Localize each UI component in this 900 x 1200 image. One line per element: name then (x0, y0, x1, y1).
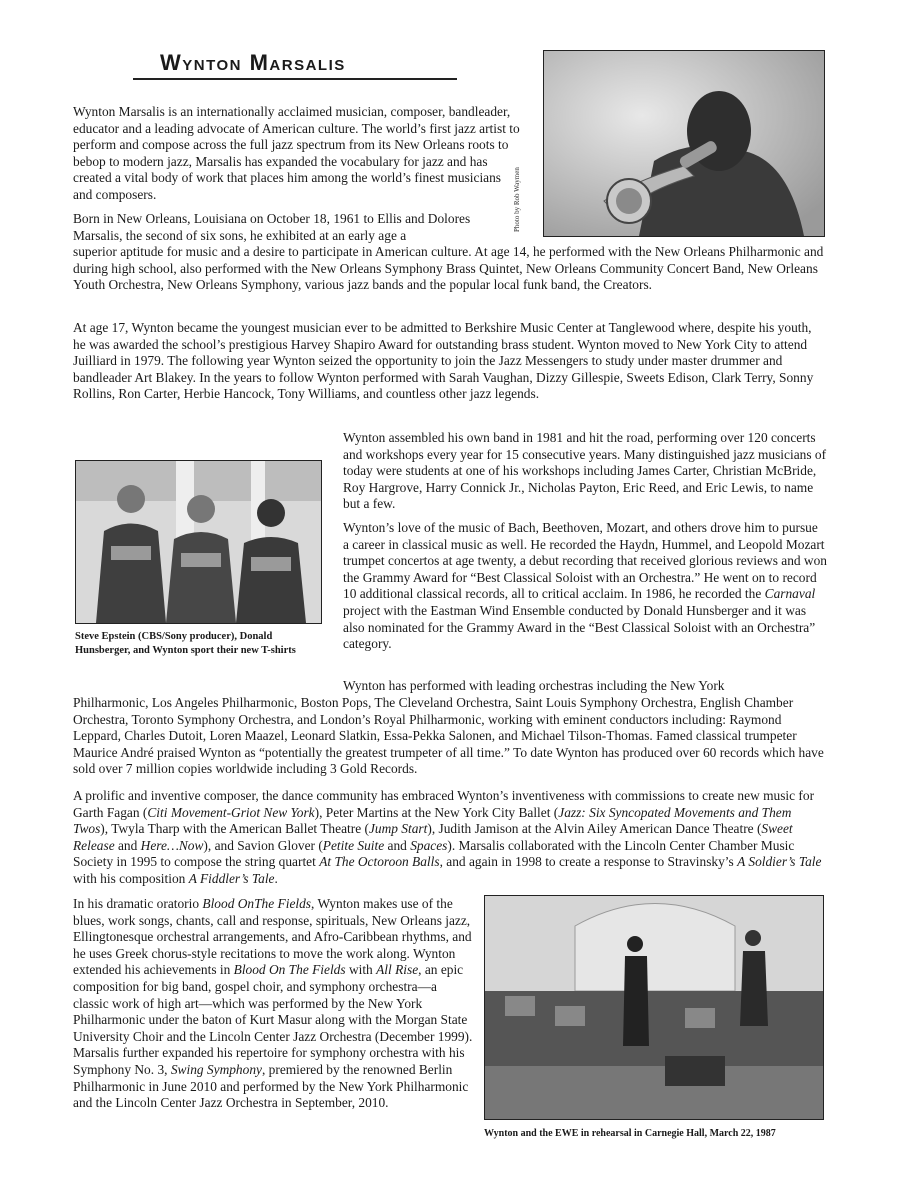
p7-run-10: ), and Savion Glover ( (203, 837, 323, 853)
paragraph-classical (343, 520, 827, 653)
paragraph-own-band: Wynton assembled his own band in 1981 and hit the road, performing over 120 concerts and workshops every year for 15 consecutive years. Many distinguished jazz musicians of today were students at one of his workshops including James Carter, Christian McBride, Roy Hargrove, Harry Connick Jr., Nicholas Payton, Eric Reed, and Eric Lewis, to name but a few. (343, 430, 827, 512)
paragraph-orchestras-b: Philharmonic, Los Angeles Philharmonic, Boston Pops, The Cleveland Orchestra, Saint Louis Symphony Orchestra, English Chamber Orchestra, Toronto Symphony Orchestra, and London’s Royal Philharmonic, working with eminent conductors including: Raymond Leppard, Charles Dutoit, Loren Maazel, Leonard Slatkin, Essa-Pekka Salonen, and Michael Tilson-Thomas. Famed classical trumpeter Maurice André praised Wynton as “potentially the greatest trumpeter of all time.” To date Wynton has produced over 60 records which have sold over 7 million copies worldwide including 3 Gold Records. (73, 695, 824, 777)
p7-run-4: ), Twyla Tharp with the American Ballet Theatre ( (100, 821, 369, 837)
p7-run-2: ), Peter Martins at the New York City Ballet ( (314, 804, 559, 820)
paragraph-early-life-b: superior aptitude for music and a desire to participate in American culture. At age 14, he performed with the New Orleans Philharmonic and during high school, also performed with the New Orleans Symphony Brass Quintet, New Orleans Community Concert Band, New Orleans Youth Orchestra, New Orleans Symphony, various jazz bands and the popular local funk band, the Creators. (73, 244, 824, 293)
p8-run-2: , Wynton makes use of the blues, work songs, chants, call and response, spirituals, New Orleans jazz, Ellingtonesque orchestral arrangements, and Afro-Caribbean rhythms, and he uses Greek chorus-style recitations to move the work along. Wynton extended his achievements in (73, 896, 472, 978)
band-photo-caption: Steve Epstein (CBS/Sony producer), Donald Hunsberger, and Wynton sport their new T-shirts (75, 631, 296, 656)
carnaval-title: Carnaval (764, 586, 816, 602)
p7-run-5: Jump Start (368, 821, 428, 837)
p8-run-5: All Rise (376, 962, 419, 978)
paragraph-early-life-a: Born in New Orleans, Louisiana on October 18, 1961 to Ellis and Dolores Marsalis, the second of six sons, he exhibited at an early age a (73, 211, 471, 243)
p8-run-8: , premiered by the renowned Berlin Philharmonic in June 2010 and performed by the New York Philharmonic and the Lincoln Center Jazz Orchestra in September, 2010. (73, 1061, 469, 1111)
three-men-tshirts-image (76, 461, 321, 623)
p8-run-0: In his dramatic oratorio (73, 896, 203, 911)
orchestra-rehearsal-image (485, 896, 823, 1119)
p7-run-18: with his composition (73, 870, 189, 886)
p7-run-1: Citi Movement-Griot New York (147, 804, 315, 820)
p7-run-14: ). Marsalis collaborated with the Lincoln Center Chamber Music Society in 1995 to compose the string quartet (73, 837, 795, 870)
paragraph-intro: Wynton Marsalis is an internationally acclaimed musician, composer, bandleader, educator and a leading advocate of American culture. The world’s first jazz artist to perform and compose across the full jazz spectrum from its New Orleans roots to bebop to modern jazz, Marsalis has expanded the vocabulary for jazz and has created a vital body of work that places him among the world’s finest musicians and composers. (73, 104, 520, 202)
p8-run-3: Blood On The Fields (233, 962, 346, 978)
p7-run-0: A prolific and inventive composer, the dance community has embraced Wynton’s inventiveness with commissions to create new music for Garth Fagan ( (73, 788, 815, 820)
p8-run-7: Swing Symphony (170, 1061, 262, 1077)
paragraph-dance-commissions (73, 788, 827, 888)
carnegie-hall-photo (484, 895, 824, 1120)
photo-credit: Photo by Rob Waymen (513, 167, 521, 232)
paragraph-orchestras-a: Wynton has performed with leading orchestras including the New York (343, 678, 725, 693)
paragraph-classical-text-b: project with the Eastman Wind Ensemble conducted by Donald Hunsberger and it was also nominated for the Grammy Award in the “Best Classical Soloist with an Orchestra” category. (343, 602, 816, 652)
page-title: Wynton Marsalis (160, 50, 346, 75)
p8-run-6: , an epic composition for big band, gospel choir, and symphony orchestra—a classic work of high art—which was performed by the New York Philharmonic under the baton of Kurt Masur along with the Morgan State University Choir and the Lincoln Center Jazz Orchestra (December 1999). Marsalis further expanded his repertoire for symphony orchestra with his Symphony No. 3, (73, 962, 473, 1077)
p7-run-8: and (114, 837, 141, 853)
p7-run-13: Spaces (410, 837, 448, 853)
title-underline (133, 78, 457, 80)
trumpet-player-image (544, 51, 824, 236)
p7-run-19: A Fiddler’s Tale (188, 870, 275, 886)
p7-run-20: . (274, 870, 278, 886)
p7-run-15: At The Octoroon Balls (319, 854, 440, 870)
p7-run-11: Petite Suite (322, 837, 385, 853)
p7-run-9: Here…Now (140, 837, 204, 853)
band-photo (75, 460, 322, 624)
p7-run-16: , and again in 1998 to create a response to Stravinsky’s (439, 854, 738, 870)
paragraph-classical-text-a: Wynton’s love of the music of Bach, Beethoven, Mozart, and others drove him to pursue a career in classical music as well. He recorded the Haydn, Hummel, and Leopold Mozart trumpet concertos at age twenty, a debut recording that received glorious reviews and won the Grammy Award for “Best Classical Soloist with an Orchestra.” He went on to record 10 additional classical records, all to critical acclaim. In 1986, he recorded the (343, 520, 827, 602)
p7-run-17: A Soldier’s Tale (737, 854, 822, 870)
p7-run-3: Jazz: Six Syncopated Movements and Them Twos (73, 804, 792, 837)
paragraph-oratorio (73, 896, 473, 1112)
p7-run-7: Sweet Release (73, 821, 793, 853)
p7-run-6: ), Judith Jamison at the Alvin Ailey American Dance Theatre ( (427, 821, 762, 837)
p8-run-1: Blood OnThe Fields (202, 896, 312, 911)
carnegie-hall-caption: Wynton and the EWE in rehearsal in Carnegie Hall, March 22, 1987 (484, 1128, 776, 1139)
p8-run-4: with (345, 962, 377, 978)
portrait-photo (543, 50, 825, 237)
paragraph-tanglewood: At age 17, Wynton became the youngest musician ever to be admitted to Berkshire Music Center at Tanglewood where, despite his youth, he was awarded the school’s prestigious Harvey Shapiro Award for outstanding brass student. Wynton moved to New York City to attend Juilliard in 1979. The following year Wynton seized the opportunity to join the Jazz Messengers to study under master drummer and bandleader Art Blakey. In the years to follow Wynton performed with Sarah Vaughan, Dizzy Gillespie, Sweets Edison, Clark Terry, Sonny Rollins, Ron Carter, Herbie Hancock, Tony Williams, and countless other jazz legends. (73, 320, 814, 402)
p7-run-12: and (384, 837, 411, 853)
